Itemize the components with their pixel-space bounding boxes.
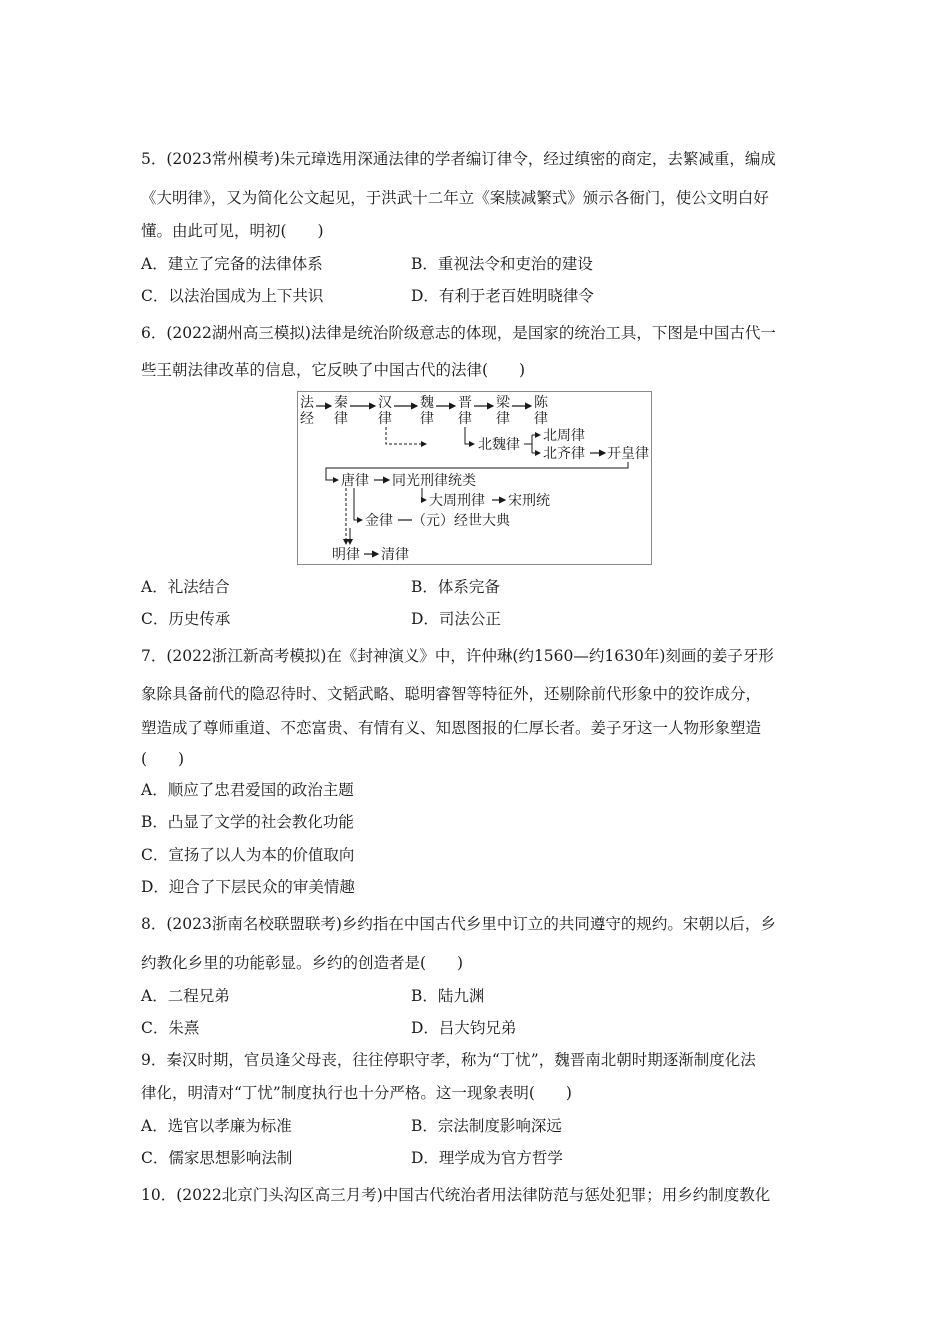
law-evolution-diagram (297, 391, 652, 565)
q9-option-c[interactable]: C．儒家思想影响法制 (141, 1149, 293, 1167)
q8-option-b[interactable]: B．陆九渊 (411, 987, 485, 1005)
law-evolution-svg (298, 392, 653, 566)
q7-stem-line-4: ( ) (141, 750, 185, 768)
q9-stem-line-2: 律化，明清对“丁忧”制度执行也十分严格。这一现象表明( ) (141, 1084, 572, 1102)
q9-option-a[interactable]: A．选官以孝廉为标准 (141, 1117, 292, 1135)
q6-option-b[interactable]: B．体系完备 (411, 578, 500, 596)
q9-option-d[interactable]: D．理学成为官方哲学 (411, 1149, 563, 1167)
node-han-2: 律 (378, 411, 392, 427)
node-liang-1: 梁 (496, 395, 510, 411)
node-wei-2: 律 (420, 411, 434, 427)
node-han-1: 汉 (378, 395, 392, 411)
node-songxing: 宋刑统 (508, 493, 550, 509)
node-qin-1: 秦 (334, 395, 348, 411)
node-liang-2: 律 (496, 411, 510, 427)
node-fajing-1: 法 (300, 395, 314, 411)
node-tongguang: 同光刑律统类 (392, 473, 476, 489)
node-qing: 清律 (381, 547, 409, 563)
q10-stem-line-1: 10．(2022北京门头沟区高三月考)中国古代统治者用法律防范与惩处犯罪；用乡约制度教化 (141, 1186, 771, 1204)
q5-option-a[interactable]: A．建立了完备的法律体系 (141, 255, 323, 273)
q6-option-a[interactable]: A．礼法结合 (141, 578, 230, 596)
q7-option-a[interactable]: A．顺应了忠君爱国的政治主题 (141, 781, 354, 799)
node-beiqi: 北齐律 (543, 446, 585, 462)
node-beiwei: 北魏律 (478, 437, 520, 453)
q7-stem-line-1: 7．(2022浙江新高考模拟)在《封神演义》中，许仲琳(约1560—约1630年)刻画的姜子牙形 (141, 647, 774, 665)
q5-option-b[interactable]: B．重视法令和吏治的建设 (411, 255, 593, 273)
q9-stem-line-1: 9．秦汉时期，官员逢父母丧，往往停职守孝，称为“丁忧”，魏晋南北朝时期逐渐制度化法 (141, 1051, 756, 1069)
q8-stem-line-1: 8．(2023浙南名校联盟联考)乡约指在中国古代乡里中订立的共同遵守的规约。宋朝以后，乡 (141, 915, 776, 933)
q8-stem-line-2: 约教化乡里的功能彰显。乡约的创造者是( ) (141, 954, 464, 972)
q8-option-d[interactable]: D．吕大钧兄弟 (411, 1019, 517, 1037)
q7-option-c[interactable]: C．宣扬了以人为本的价值取向 (141, 846, 355, 864)
q6-option-d[interactable]: D．司法公正 (411, 610, 501, 628)
q5-stem-line-2: 《大明律》，又为简化公文起见，于洪武十二年立《案牍减繁式》颁示各衙门，使公文明白好 (141, 189, 769, 207)
q7-stem-line-2: 象除具备前代的隐忍待时、文韬武略、聪明睿智等特征外，还剔除前代形象中的狡诈成分， (141, 685, 762, 703)
q7-option-d[interactable]: D．迎合了下层民众的审美情趣 (141, 878, 355, 896)
q8-option-a[interactable]: A．二程兄弟 (141, 987, 230, 1005)
q6-stem-line-1: 6．(2022湖州高三模拟)法律是统治阶级意志的体现，是国家的统治工具，下图是中国古代一 (141, 324, 776, 342)
node-fajing-2: 经 (300, 411, 314, 427)
q9-option-b[interactable]: B．宗法制度影响深远 (411, 1117, 562, 1135)
node-jin-2: 律 (458, 411, 472, 427)
node-dazhou: 大周刑律 (429, 493, 485, 509)
node-wei-1: 魏 (420, 395, 434, 411)
q5-stem-line-1: 5．(2023常州模考)朱元璋选用深通法律的学者编订律令，经过缜密的商定，去繁减重，编成 (141, 150, 776, 168)
node-tang: 唐律 (341, 473, 369, 489)
q8-option-c[interactable]: C．朱熹 (141, 1019, 200, 1037)
q5-option-d[interactable]: D．有利于老百姓明晓律令 (411, 287, 594, 305)
q7-option-b[interactable]: B．凸显了文学的社会教化功能 (141, 813, 354, 831)
node-beizhou: 北周律 (543, 428, 585, 444)
q6-option-c[interactable]: C．历史传承 (141, 610, 231, 628)
q7-stem-line-3: 塑造成了尊师重道、不恋富贵、有情有义、知恩图报的仁厚长者。姜子牙这一人物形象塑造 (141, 719, 762, 737)
q5-option-c[interactable]: C．以法治国成为上下共识 (141, 287, 324, 305)
q5-stem-line-3: 懂。由此可见，明初( ) (141, 222, 324, 240)
node-jinlv: 金律 (365, 513, 393, 529)
node-qin-2: 律 (334, 411, 348, 427)
q6-stem-line-2: 些王朝法律改革的信息，它反映了中国古代的法律( ) (141, 361, 526, 379)
node-kaihuang: 开皇律 (607, 446, 649, 462)
node-ming: 明律 (332, 547, 360, 563)
node-chen-2: 律 (534, 411, 548, 427)
node-chen-1: 陈 (534, 395, 548, 411)
node-yuan: （元）经世大典 (412, 513, 510, 529)
node-jin-1: 晋 (458, 395, 472, 411)
